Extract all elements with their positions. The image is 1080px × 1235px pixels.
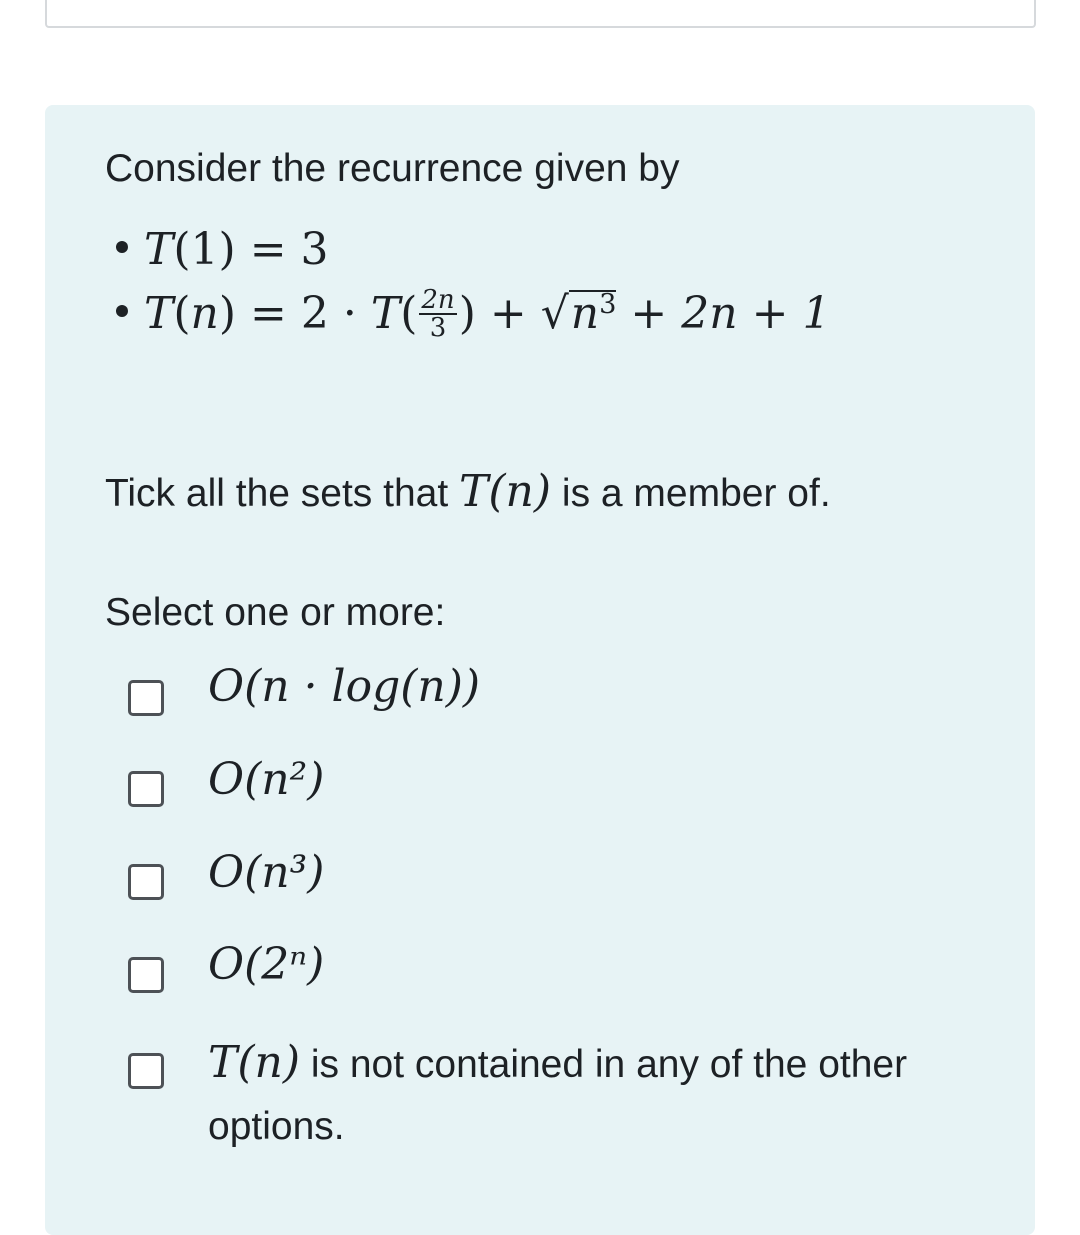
- checkbox[interactable]: [128, 1053, 164, 1089]
- bullet-icon: [116, 305, 128, 317]
- select-label: Select one or more:: [105, 591, 446, 634]
- checkbox[interactable]: [128, 680, 164, 716]
- fraction: $\frac{2n}{3}$: [421, 285, 455, 344]
- recurrence-list: [110, 220, 830, 344]
- question-intro: Consider the recurrence given by: [105, 147, 680, 190]
- option-label: T(n) is not contained in any of the other options.: [208, 1037, 908, 1148]
- option-label: O(n²): [208, 754, 325, 805]
- base-case-item: T(1) = 3: [110, 220, 830, 280]
- option-label: O(n³): [208, 847, 325, 898]
- bullet-icon: [116, 241, 128, 253]
- option-label: O(n · log(n)): [208, 661, 481, 712]
- question-prompt: Tick all the sets that T(n) is a member of.: [105, 466, 831, 517]
- previous-answer-box: [45, 0, 1036, 28]
- checkbox[interactable]: [128, 957, 164, 993]
- option-label: O(2ⁿ): [208, 939, 325, 990]
- sqrt-radicand: $n^3$: [570, 288, 617, 339]
- checkbox[interactable]: [128, 771, 164, 807]
- recurrence-item: T(n) = 2 · T( $\frac{2n}{3}$ ) + $√n^3 + 2n + 1$: [110, 284, 830, 344]
- checkbox[interactable]: [128, 864, 164, 900]
